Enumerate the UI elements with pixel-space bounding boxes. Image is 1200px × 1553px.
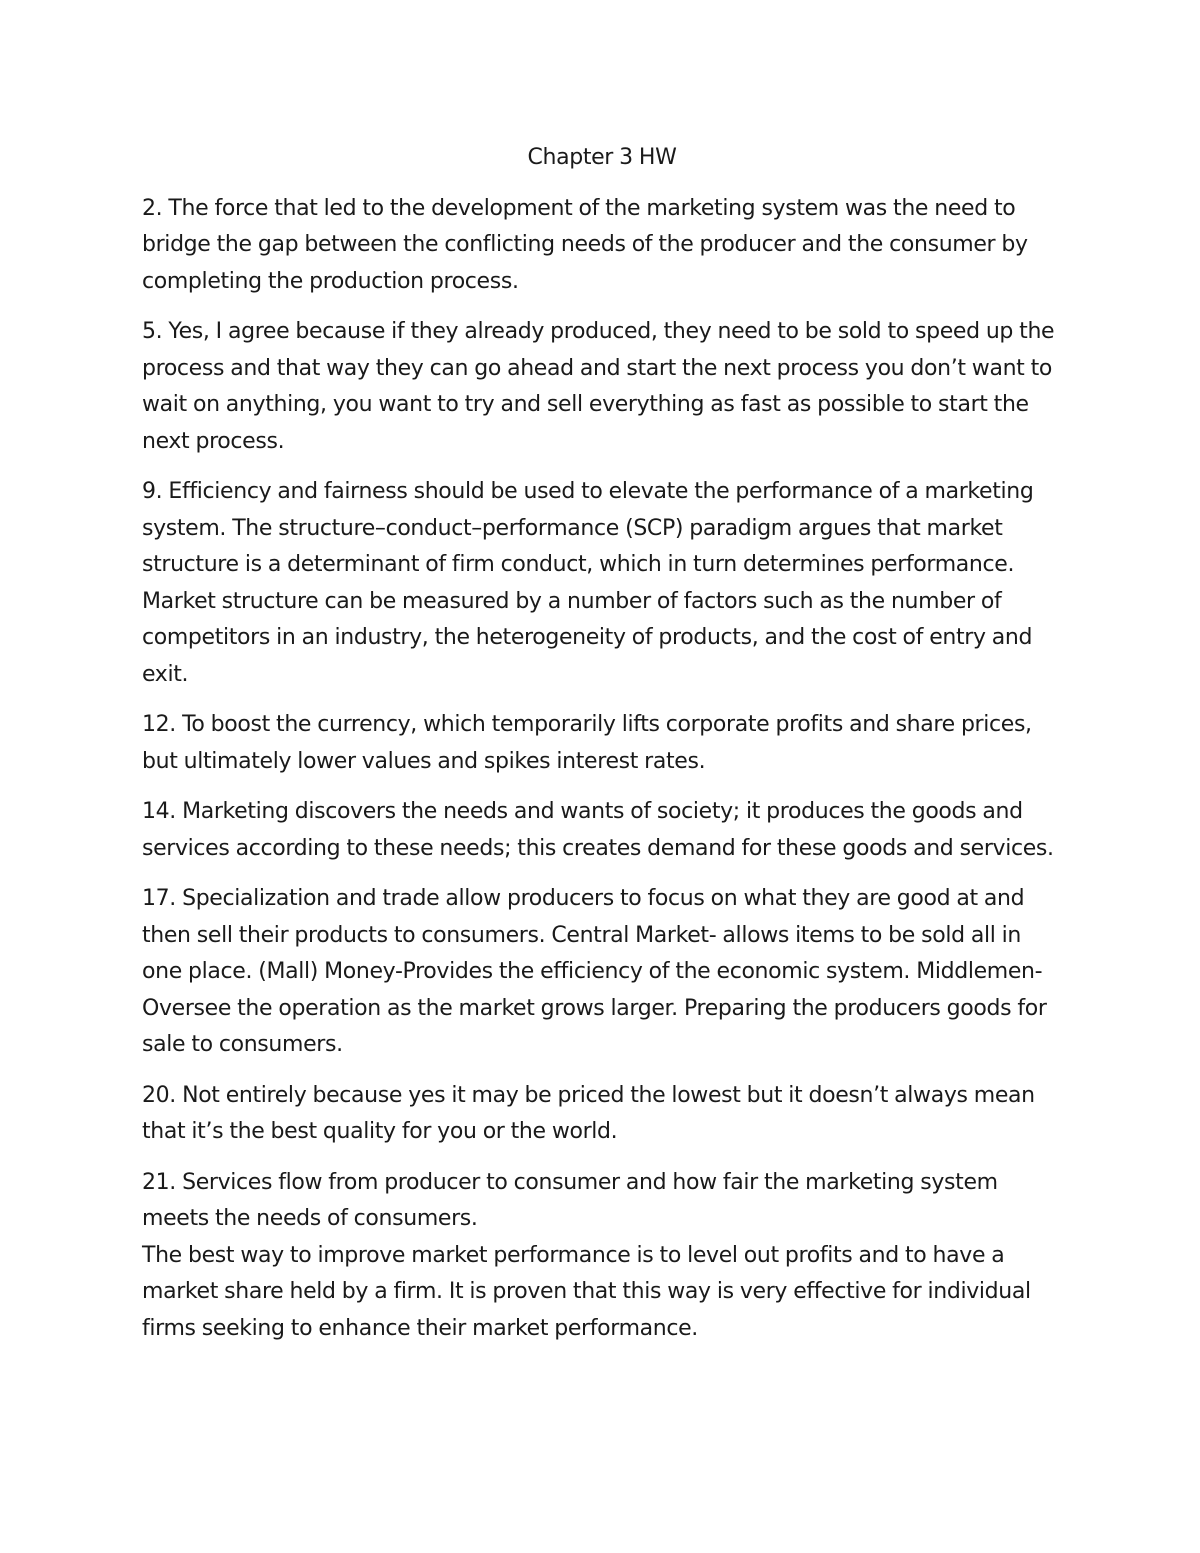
- answer-5: 5. Yes, I agree because if they already produced, they need to be sold to speed up the process and that way they can go ahead and start the next process you don’t want to wait on anything, you want to try and sell everything as fast as possible to start the next process.: [142, 319, 1055, 454]
- answer-20: 20. Not entirely because yes it may be priced the lowest but it doesn’t always mean that it’s the best quality for you or the world.: [142, 1082, 1035, 1144]
- answer-12: 12. To boost the currency, which temporarily lifts corporate profits and share prices, but ultimately lower values and spikes interest rates.: [142, 712, 1032, 774]
- answer-17: 17. Specialization and trade allow producers to focus on what they are good at and then sell their products to consumers. Central Market- allows items to be sold all in one place. (Mall) Money-Provides the efficiency of the economic system. Middlemen- Oversee the operation as the market grows larger. Preparing the producers goods for sale to consumers.: [142, 886, 1047, 1057]
- answer-9: 9. Efficiency and fairness should be used to elevate the performance of a marketing system. The structure–conduct–performance (SCP) paradigm argues that market structure is a determinant of firm conduct, which in turn determines performance. Market structure can be measured by a number of factors such as the number of competitors in an industry, the heterogeneity of products, and the cost of entry and exit.: [142, 479, 1034, 687]
- answer-2: 2. The force that led to the development of the marketing system was the need to bridge the gap between the conflicting needs of the producer and the consumer by completing the production process.: [142, 195, 1028, 294]
- answer-21-continuation: The best way to improve market performance is to level out profits and to have a market share held by a firm. It is proven that this way is very effective for individual firms seeking to enhance their market performance.: [142, 1242, 1031, 1341]
- document-title: Chapter 3 HW: [527, 145, 677, 170]
- answer-14: 14. Marketing discovers the needs and wants of society; it produces the goods and services according to these needs; this creates demand for these goods and services.: [142, 799, 1054, 861]
- document-body: [142, 140, 1062, 1361]
- answer-21: 21. Services flow from producer to consumer and how fair the marketing system meets the needs of consumers.: [142, 1169, 998, 1231]
